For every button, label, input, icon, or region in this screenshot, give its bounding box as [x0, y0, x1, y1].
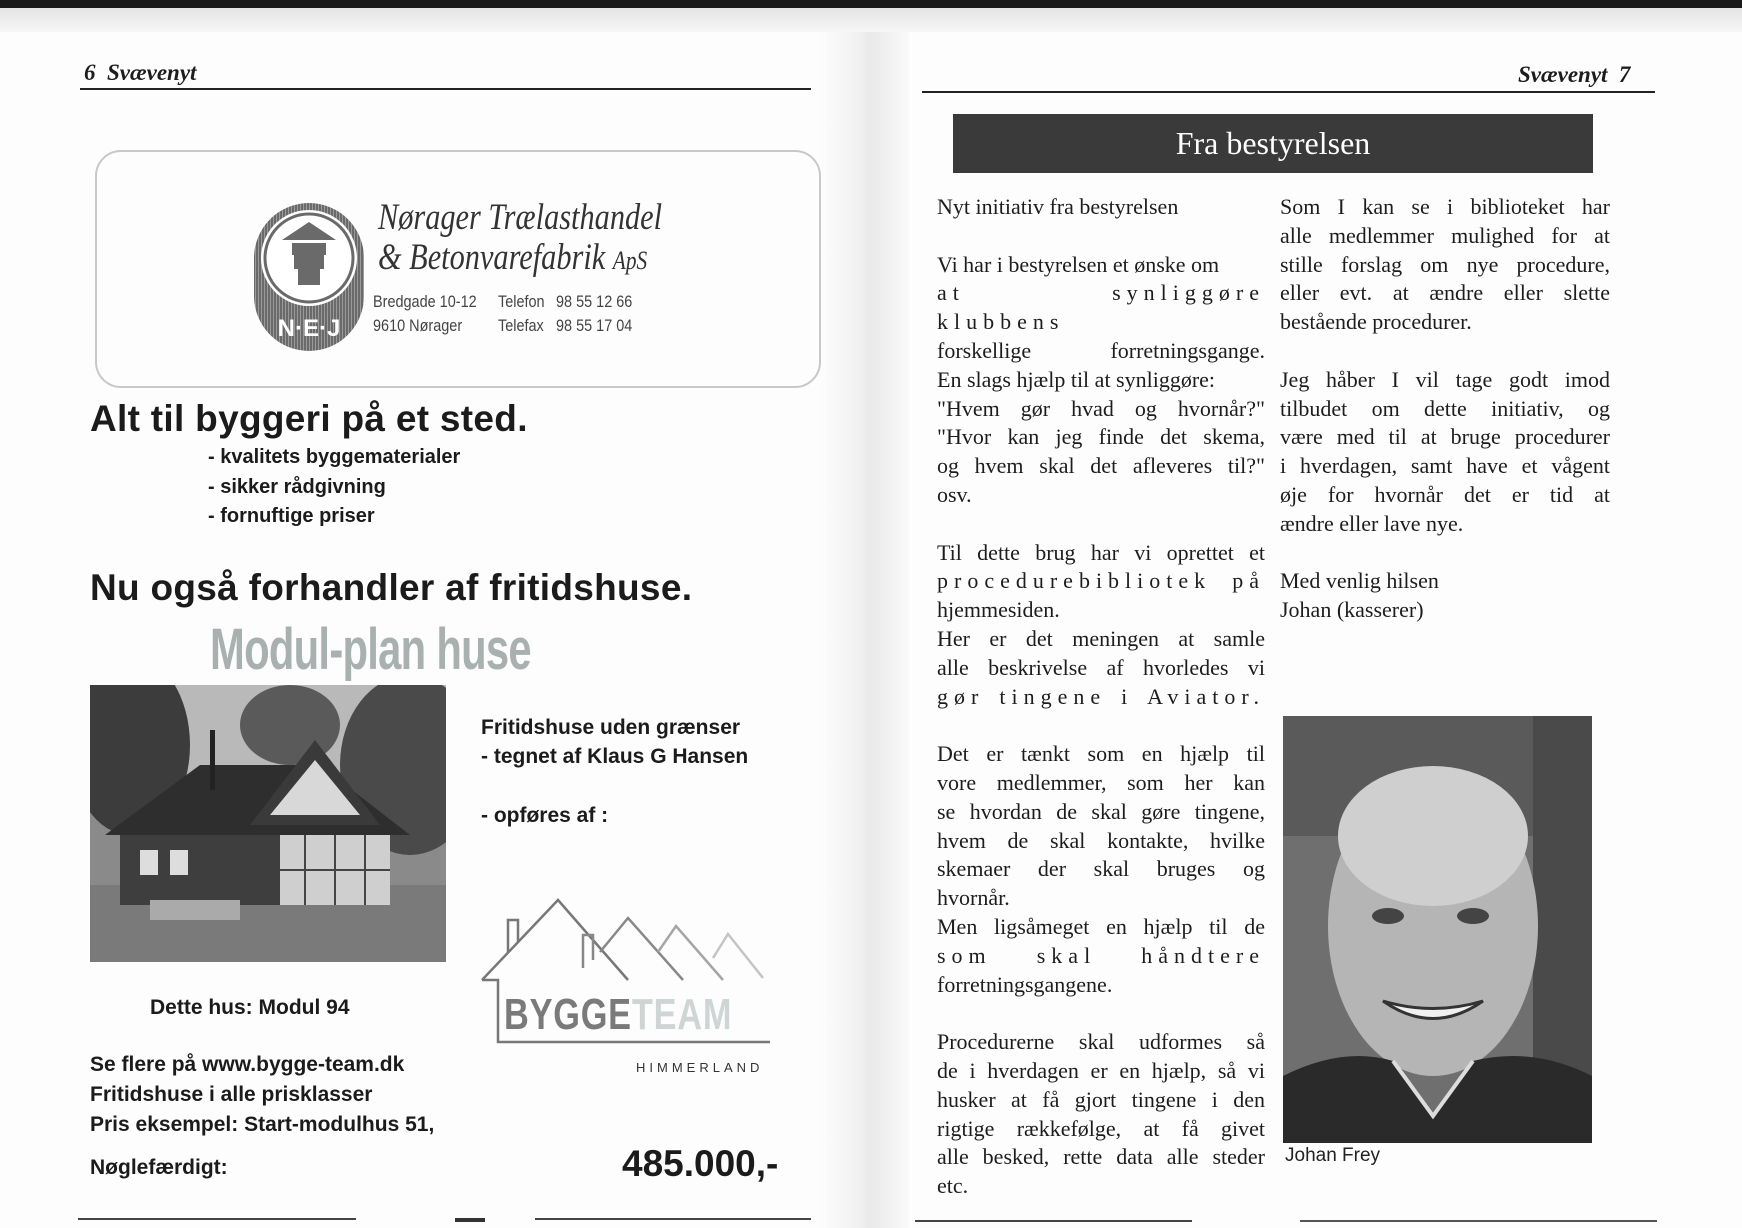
paragraph-line: gør tingene i Aviator.	[937, 683, 1265, 709]
page-number: 6	[84, 60, 96, 85]
scan-top-edge	[0, 0, 1742, 8]
headline-holiday-homes: Nu også forhandler af fritidshuse.	[90, 567, 693, 608]
byggeteam-name-light: TEAM	[631, 990, 733, 1039]
header-rule	[80, 88, 811, 90]
paragraph-line: øje for hvornår det er tid at	[1280, 481, 1610, 507]
paragraph-line: de i hverdagen er en hjælp, så vi	[937, 1057, 1265, 1083]
footer-rule	[915, 1220, 1192, 1222]
paragraph-line: "Hvor kan jeg finde det skema,	[937, 424, 1265, 450]
paragraph-line: rigtige rækkefølge, at få givet	[937, 1115, 1265, 1141]
nej-logo	[250, 200, 368, 352]
paragraph-line: alle beskrivelse af hvorledes vi	[937, 654, 1265, 680]
paragraph-line: etc.	[937, 1173, 969, 1199]
paragraph-line: at synliggøre klubbens	[937, 280, 1265, 335]
closing-line: Med venlig hilsen	[1280, 568, 1439, 594]
side-line-1: Fritidshuse uden grænser	[481, 716, 741, 739]
footer-rule	[1300, 1220, 1657, 1222]
price-example-line: Pris eksempel: Start-modulhus 51,	[90, 1113, 435, 1136]
paragraph-line: osv.	[937, 481, 972, 507]
paragraph-line: hjemmesiden.	[937, 597, 1060, 623]
paragraph-line: Vi har i bestyrelsen et ønske om	[937, 251, 1220, 277]
turnkey-label: Nøglefærdigt:	[90, 1156, 228, 1179]
fax-number: 98 55 17 04	[556, 316, 633, 335]
website-line: Se flere på www.bygge-team.dk	[90, 1053, 405, 1076]
price-class-line: Fritidshuse i alle prisklasser	[90, 1083, 373, 1106]
article-column-1	[937, 193, 1265, 1201]
paragraph-line: se hvordan de skal gøre tingene,	[937, 798, 1265, 824]
section-title: Fra bestyrelsen	[953, 114, 1593, 173]
paragraph-line: tilbudet om dette initiativ, og	[1280, 395, 1610, 421]
page-gutter	[820, 32, 910, 1228]
paragraph-line: Jeg håber I vil tage godt imod	[1280, 366, 1610, 392]
house-photo	[90, 685, 446, 962]
running-head-right	[1518, 62, 1630, 88]
article-column-2	[1280, 193, 1610, 625]
bullet-item: - fornuftige priser	[208, 505, 375, 527]
paragraph-line: og hvem skal det afleveres til?"	[937, 453, 1265, 479]
house-caption: Dette hus: Modul 94	[150, 996, 350, 1019]
paragraph-line: vore medlemmer, som her kan	[937, 769, 1265, 795]
byggeteam-wordmark	[504, 990, 732, 1040]
running-head-left	[84, 60, 196, 86]
address-city: 9610 Nørager	[373, 316, 463, 335]
paragraph-line: ændre eller lave nye.	[1280, 510, 1464, 536]
byggeteam-name-dark: BYGGE	[504, 990, 632, 1039]
fax-label: Telefax	[498, 316, 544, 335]
byggeteam-region: HIMMERLAND	[636, 1060, 764, 1075]
paragraph-line: eller evt. at ændre eller slette	[1280, 280, 1610, 306]
paragraph-line: Som I kan se i biblioteket har	[1280, 194, 1610, 219]
paragraph-line: være med til at bruge procedurer	[1280, 424, 1610, 450]
paragraph-line: som skal håndtere	[937, 942, 1265, 968]
paragraph-line: bestående procedurer.	[1280, 309, 1472, 335]
publication-title: Svævenyt	[107, 60, 197, 85]
paragraph-line: forretningsgangene.	[937, 971, 1113, 997]
company-suffix: ApS	[612, 246, 648, 275]
paragraph-line: i hverdagen, samt have et vågent	[1280, 453, 1610, 479]
paragraph-line: Her er det meningen at samle	[937, 625, 1265, 651]
footer-rule-mark	[455, 1218, 485, 1222]
company-name-line1: Nørager Trælasthandel	[378, 197, 663, 238]
paragraph-line: Men ligsåmeget en hjælp til de	[937, 913, 1265, 939]
phone-number: 98 55 12 66	[556, 292, 633, 311]
side-line-2: - tegnet af Klaus G Hansen	[481, 745, 749, 768]
paragraph-line: stille forslag om nye procedure,	[1280, 251, 1610, 277]
paragraph-line: alle besked, rette data alle steder	[937, 1144, 1265, 1170]
footer-rule	[78, 1218, 356, 1220]
bullet-item: - sikker rådgivning	[208, 476, 386, 498]
paragraph-line: hvem de skal kontakte, hvilke	[937, 827, 1265, 853]
paragraph-line: hvornår.	[937, 885, 1010, 911]
paragraph-line: procedurebibliotek på	[937, 568, 1265, 594]
footer-rule	[535, 1218, 811, 1220]
paragraph-line: skemaer der skal bruges og	[937, 856, 1265, 882]
signature-line: Johan (kasserer)	[1280, 597, 1424, 623]
paragraph-line: alle medlemmer mulighed for at	[1280, 222, 1610, 248]
paragraph-line: "Hvem gør hvad og hvornår?"	[937, 395, 1265, 421]
johan-frey-photo	[1283, 716, 1592, 1143]
modul-plan-title: Modul-plan huse	[210, 617, 531, 682]
bullet-item: - kvalitets byggematerialer	[208, 446, 461, 468]
price-value: 485.000,-	[622, 1143, 779, 1184]
paragraph-line: En slags hjælp til at synliggøre:	[937, 366, 1216, 392]
publication-title: Svævenyt	[1518, 62, 1608, 87]
page-number: 7	[1618, 62, 1631, 87]
paragraph-line: husker at få gjort tingene i den	[937, 1086, 1265, 1112]
paragraph-line: Procedurerne skal udformes så	[937, 1029, 1265, 1055]
scan-shadow	[0, 8, 1742, 32]
paragraph-line: Til dette brug har vi oprettet et	[937, 539, 1265, 565]
phone-label: Telefon	[498, 292, 545, 311]
company-name	[378, 198, 662, 281]
company-name-line2: & Betonvarefabrik	[378, 237, 606, 278]
side-line-3: - opføres af :	[481, 804, 609, 827]
address-street: Bredgade 10-12	[373, 292, 477, 311]
headline-building: Alt til byggeri på et sted.	[90, 398, 528, 439]
logo-letters: N·E·J	[277, 315, 341, 342]
paragraph-line: Det er tænkt som en hjælp til	[937, 741, 1265, 767]
photo-caption: Johan Frey	[1285, 1145, 1381, 1166]
article-heading: Nyt initiativ fra bestyrelsen	[937, 194, 1179, 219]
header-rule	[922, 91, 1655, 93]
paragraph-line: forskellige forretningsgange.	[937, 337, 1265, 363]
